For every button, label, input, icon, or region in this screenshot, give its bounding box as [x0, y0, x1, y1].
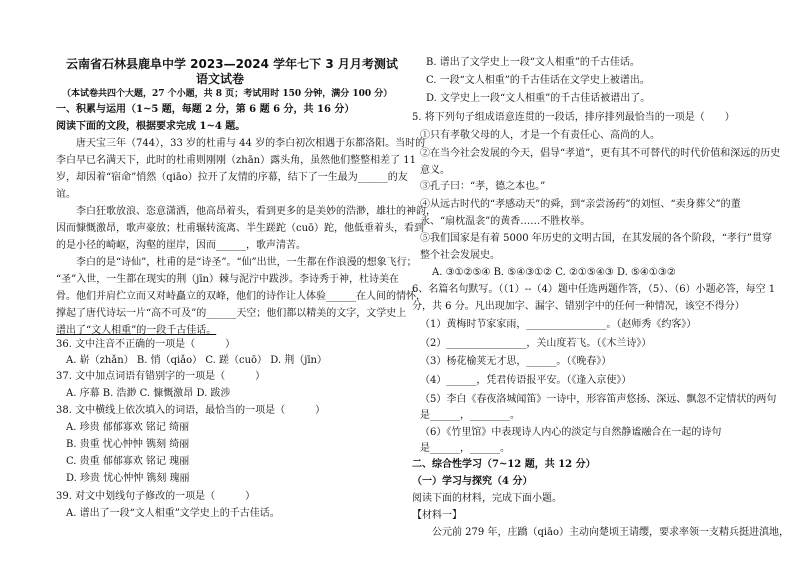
text-line: A. 序幕 B. 浩渺 C. 慷慨激昂 D. 跋涉	[66, 388, 231, 399]
text-line: 公元前 279 年，庄蹻（qiāo）主动向楚顷王请缨，要求率领一支精兵挺进滇地，	[432, 527, 790, 538]
text-line: 李白早已名满天下，此时的杜甫则刚刚（zhān）露头角，虽然他们整整相差了 11	[56, 155, 417, 166]
text-line: A. ③①②⑤④ B. ⑤④③①② C. ②①⑤④③ D. ⑤④①③②	[432, 267, 676, 278]
text-line: 谱出了“文人相重”的一段千古佳话。	[56, 325, 217, 336]
text-line: 阅读下面的文段，根据要求完成 1~4 题。	[56, 121, 246, 132]
text-line: A. 谱出了一段“文人相重”文学史上的千古佳话。	[66, 508, 280, 519]
text-line: 37. 文中加点词语有错别字的一项是（ ）	[56, 371, 266, 382]
text-line: A. 崭（zhǎn） B. 悄（qiǎo） C. 蹉（cuō） D. 荆（jīn）	[66, 355, 327, 366]
text-line: ③孔子曰：“孝，德之本也。”	[420, 181, 546, 192]
text-line: ④从远古时代的“孝感动天”的舜，到“亲尝汤药”的刘恒、“卖身葬父”的董	[420, 199, 741, 210]
text-line: D. 珍贵 忧心忡忡 镌刻 瑰丽	[66, 473, 190, 484]
text-line: 是______，________。	[420, 410, 520, 421]
text-line: ①只有孝敬父母的人，才是一个有责任心、高尚的人。	[420, 130, 660, 141]
text-line: 骨。他们并肩伫立而又对峙矗立的双峰，他们的诗作让人体验______在人间的情怀，	[56, 291, 426, 302]
text-line: （2）________________，关山度若飞。（《木兰诗》）	[420, 338, 652, 349]
text-line: 阅读下面的材料，完成下面小题。	[412, 493, 562, 504]
text-line: ②在当今社会发展的今天，倡导“孝道”，更有其不可替代的时代价值和深远的历史	[420, 148, 781, 159]
text-line: 岁，却因着“宿命”悄然（qiāo）拉开了友情的序幕，结下了一生最为______的友	[56, 172, 408, 183]
text-line: 永、“扇枕温衾”的黄香……不胜枚举。	[420, 216, 591, 227]
text-line: C. 贵重 郁郁寡欢 铭记 瑰丽	[66, 456, 190, 467]
text-line: （5）李白《春夜洛城闻笛》一诗中，形容笛声悠扬、深远、飘忽不定情状的两句	[420, 394, 777, 405]
text-line: （4）______，凭君传语报平安。（《逢入京使》）	[420, 375, 632, 386]
text-line: （本试卷共四个大题，27 个小题，共 8 页；考试用时 150 分钟，满分 100 分）	[62, 89, 393, 99]
text-line: 谊。	[56, 189, 76, 200]
text-line: C. 一段“文人相重”的千古佳话在文学史上被谱出。	[426, 75, 650, 86]
text-line: 5. 将下列句子组成语意连贯的一段话，排序排列最恰当的一项是（ ）	[412, 112, 735, 123]
text-line: 一、积累与运用（1~5 题，每题 2 分，第 6 题 6 分，共 16 分）	[56, 104, 355, 115]
text-line: B. 贵重 忧心忡忡 镌刻 绮丽	[66, 439, 190, 450]
text-line: （1）黄梅时节家家雨，________________。（赵师秀《约客》）	[420, 319, 697, 330]
text-line: 是______，______。	[420, 443, 510, 454]
text-line: 【材料一】	[412, 510, 462, 521]
text-line: ⑤我们国家是有着 5000 年历史的文明古国，在其发展的各个阶段，“孝行”贯穿	[420, 233, 773, 244]
text-line: 云南省石林县鹿阜中学 2023—2024 学年七下 3 月月考测试	[66, 57, 398, 71]
text-line: 6、名篇名句默写。（（1）--（4）题中任选两题作答，（5）、（6）小题必答，每空 1	[412, 284, 776, 295]
text-line: （一）学习与探究（4 分）	[412, 476, 533, 487]
text-line: 整个社会发展史。	[420, 250, 500, 261]
text-line: B. 谱出了文学史上一段“文人相重”的千古佳话。	[426, 57, 640, 68]
text-line: 36. 文中注音不正确的一项是（ ）	[56, 339, 236, 350]
text-line: 唐天宝三年（744），33 岁的杜甫与 44 岁的李白初次相遇于东都洛阳。当时的	[76, 138, 426, 149]
text-line: （3）杨花榆荚无才思，______。（《晚春》）	[420, 356, 612, 367]
text-line: （6）《竹里馆》中表现诗人内心的淡定与自然静谧融合在一起的诗句	[420, 427, 722, 438]
text-line: 李白的是“诗仙”，杜甫的是“诗圣”。“仙”出世，一生都在作浪漫的想象飞行；	[76, 257, 417, 268]
text-line: 李白狂歌放浪、恣意潇洒，他高昂着头，看到更多的是美妙的浩渺，雄壮的神韵，	[76, 206, 436, 217]
text-line: A. 珍贵 郁郁寡欢 铭记 绮丽	[66, 422, 190, 433]
text-line: 38. 文中横线上依次填入的词语，最恰当的一项是（ ）	[56, 405, 326, 416]
text-line: D. 文学史上一段“文人相重”的千古佳话被谱出了。	[426, 93, 651, 104]
text-line: 分，共 6 分。凡出现加字、漏字、错别字中的任何一种情况，该空不得分）	[412, 301, 745, 312]
text-line: 撑起了唐代诗坛一片“高不可及”的______天空；他们都以精美的文字，文学史上	[56, 308, 407, 319]
text-line: 语文试卷	[196, 72, 245, 86]
text-line: 39. 对文中划线句子修改的一项是（ ）	[56, 491, 256, 502]
text-line: 二、综合性学习（7~12 题，共 12 分）	[412, 459, 596, 470]
text-line: 意义。	[420, 165, 450, 176]
text-line: 因而慷慨激昂，歌声豪放；杜甫辗转流离、半生蹉跎（cuō）跎，他低垂着头，看到	[56, 223, 425, 234]
text-line: 的是小径的崎岖，沟壑的崖岸，因而______，歌声清苦。	[56, 240, 306, 251]
text-line: “圣”入世，一生都在现实的荆（jīn）棘与泥泞中跋涉。李诗秀于神，杜诗美在	[56, 274, 399, 285]
